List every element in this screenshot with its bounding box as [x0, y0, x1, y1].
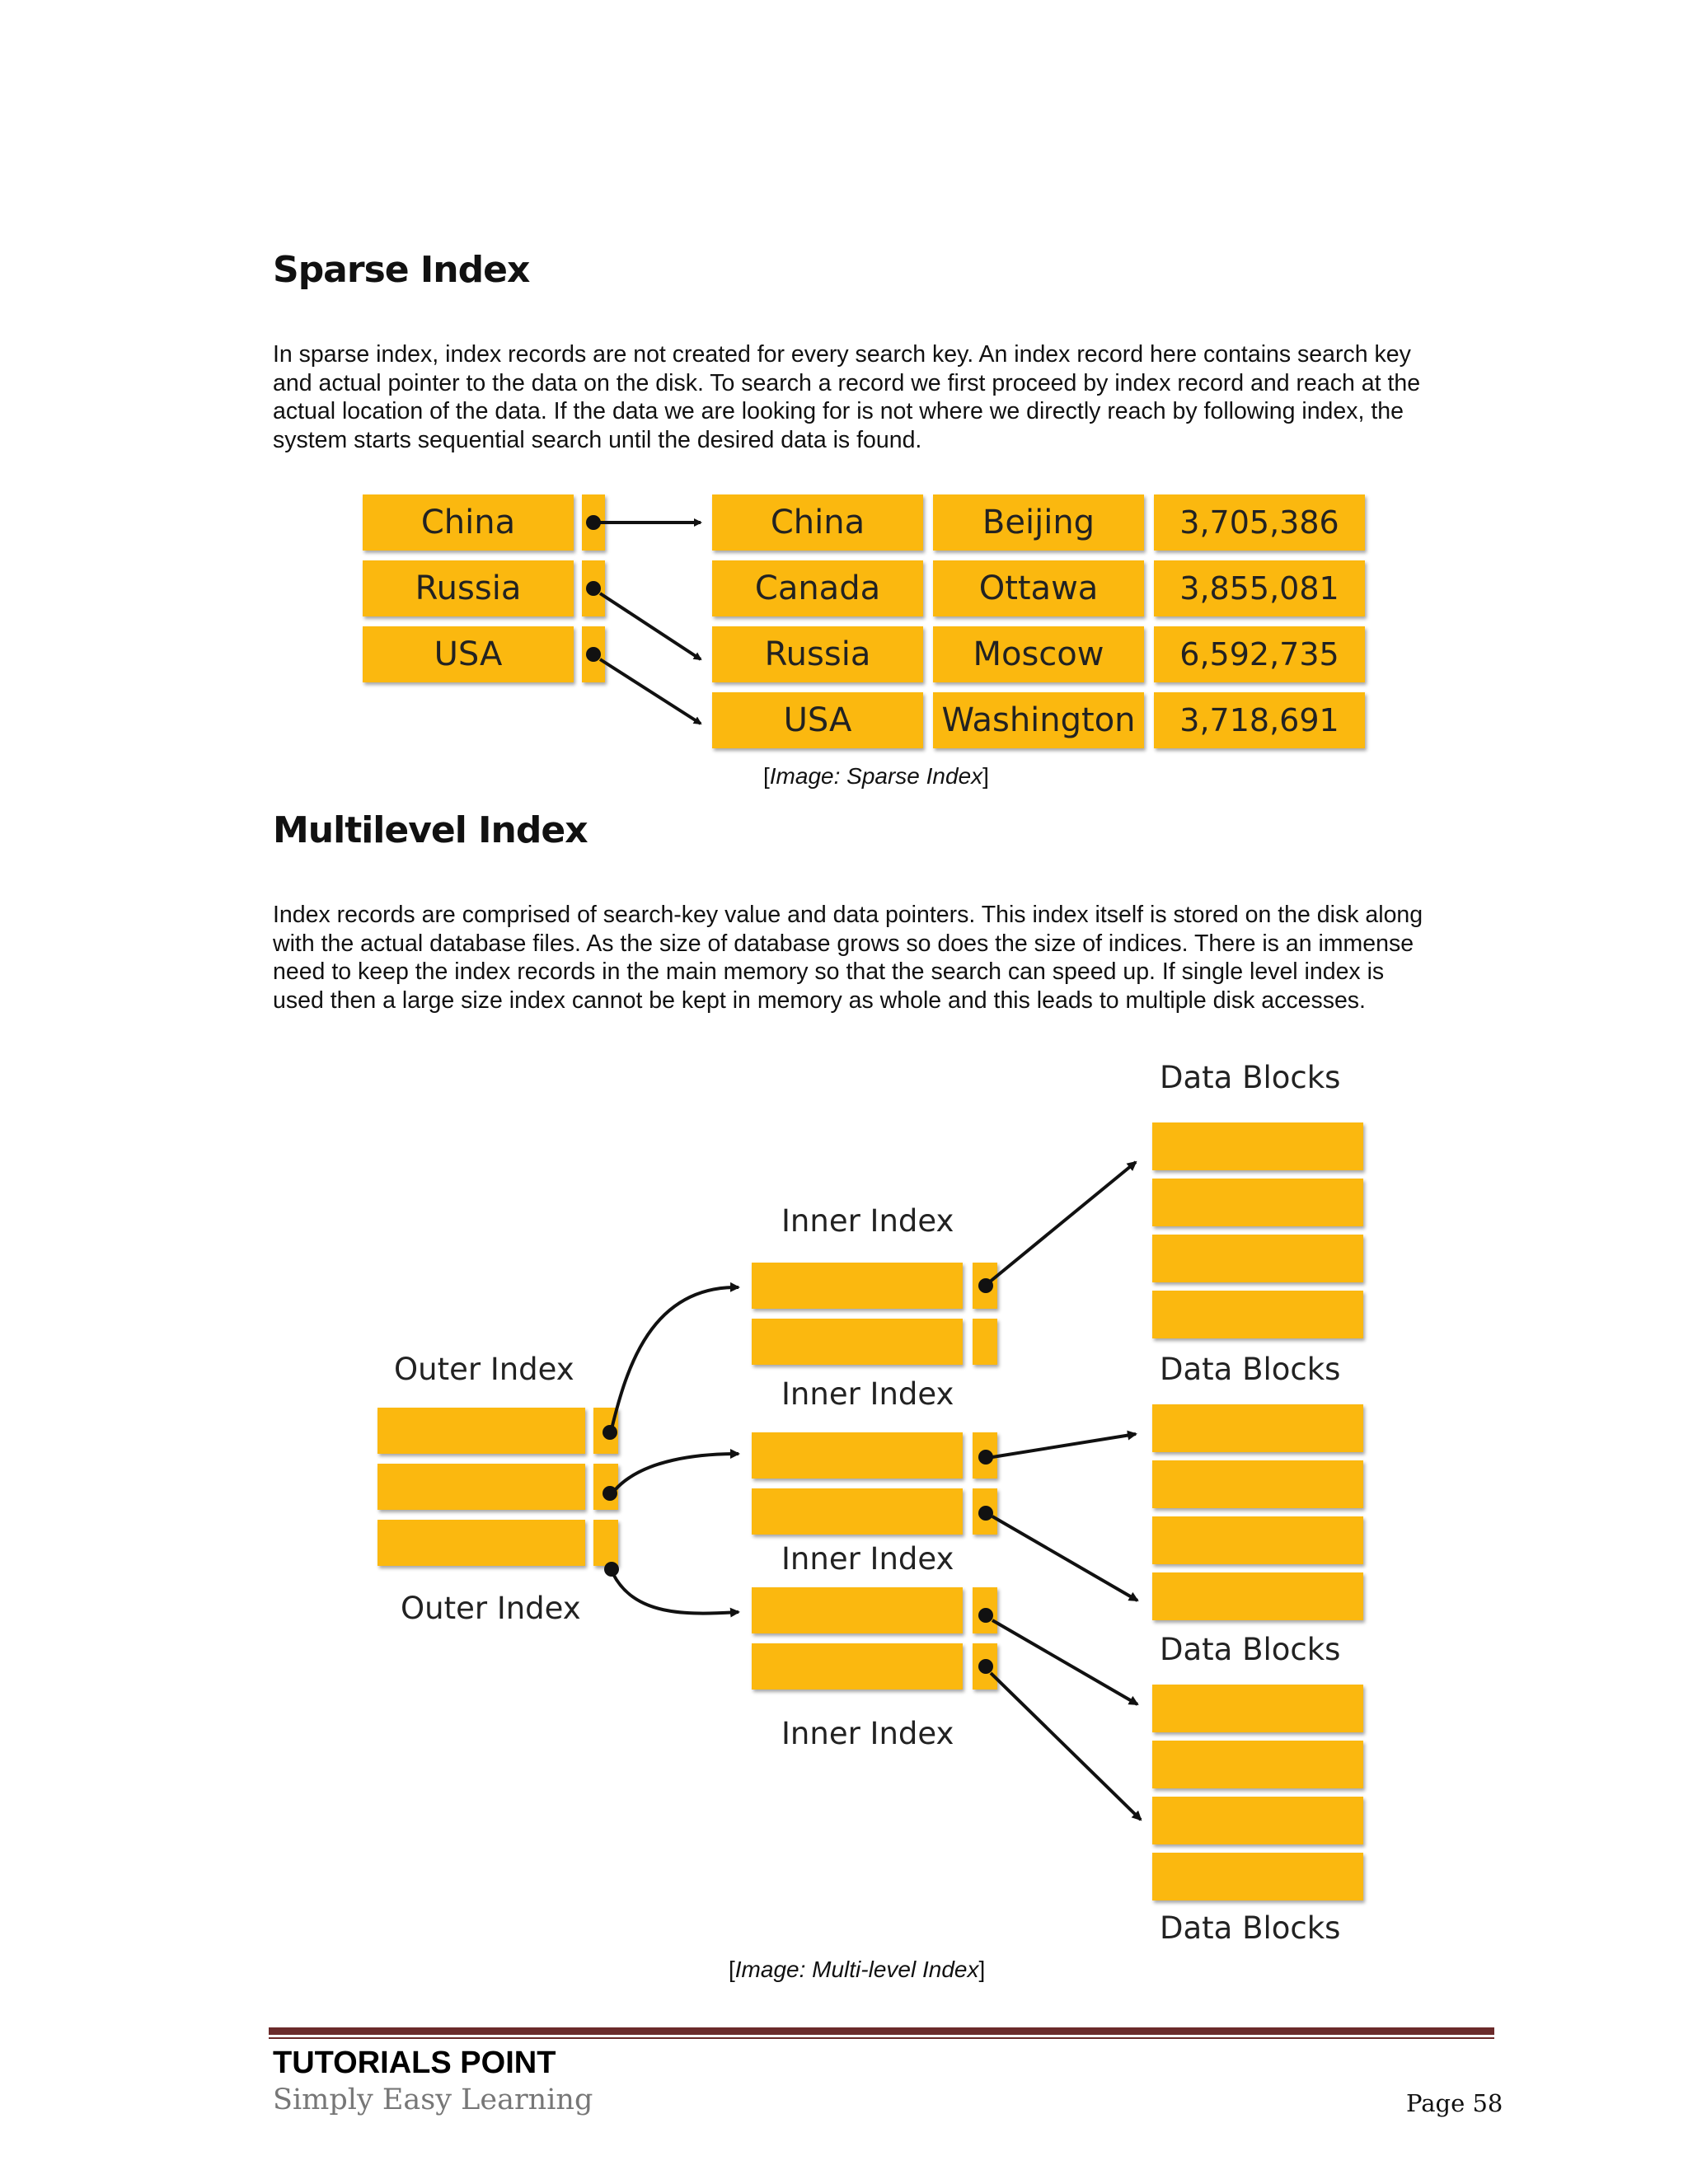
pointer-arrows	[0, 0, 1688, 791]
pointer-arrow	[989, 1162, 1136, 1282]
outer-index-label: Outer Index	[394, 1352, 574, 1387]
caption-bracket: [	[729, 1957, 735, 1982]
pointer-dot	[603, 1425, 617, 1440]
caption-bracket: ]	[978, 1957, 986, 1982]
section-heading-multilevel-index: Multilevel Index	[273, 809, 588, 851]
data-blocks-label: Data Blocks	[1160, 1632, 1341, 1667]
footer-brand: TUTORIALS POINT	[273, 2046, 556, 2080]
index-key-cell: China	[363, 494, 574, 551]
table-cell-population: 3,718,691	[1154, 692, 1365, 748]
pointer-arrow	[992, 1516, 1137, 1601]
paragraph-line: and actual pointer to the data on the disk. To search a record we first proceed by index record and reach at the	[273, 369, 1421, 396]
index-key-cell: USA	[363, 626, 574, 682]
pointer-dot	[586, 647, 601, 662]
pointer-arrow	[615, 1454, 738, 1490]
pointer-arrow	[613, 1574, 738, 1614]
caption-text: Image: Multi-level Index	[734, 1957, 979, 1982]
pointer-dot	[586, 515, 601, 530]
multilevel-arrows	[0, 1038, 1688, 1961]
table-cell-capital: Washington	[933, 692, 1144, 748]
data-blocks-label: Data Blocks	[1160, 1910, 1341, 1946]
pointer-arrow	[612, 1287, 738, 1429]
paragraph-line: used then a large size index cannot be kept in memory as whole and this leads to multiple disk accesses.	[273, 987, 1366, 1014]
page-number: Page 58	[1406, 2089, 1503, 2117]
inner-index-label: Inner Index	[781, 1203, 954, 1239]
index-key-cell: Russia	[363, 560, 574, 616]
pointer-dot	[978, 1608, 993, 1623]
multilevel-index-caption	[729, 1957, 985, 1983]
pointer-arrow	[992, 1620, 1137, 1704]
paragraph-line: In sparse index, index records are not created for every search key. An index record here contains search key	[273, 341, 1411, 368]
table-cell-capital: Ottawa	[933, 560, 1144, 616]
caption-text: Image: Sparse Index	[769, 763, 983, 789]
table-cell-country: USA	[712, 692, 923, 748]
pointer-dot	[978, 1506, 993, 1521]
sparse-index-figure	[0, 0, 1688, 791]
paragraph-line: actual location of the data. If the data we are looking for is not where we directly reach by following index, the	[273, 398, 1404, 424]
footer-tagline: Simply Easy Learning	[273, 2083, 593, 2116]
table-cell-capital: Moscow	[933, 626, 1144, 682]
inner-index-label: Inner Index	[781, 1541, 954, 1577]
section-heading-sparse-index: Sparse Index	[273, 249, 530, 291]
pointer-dot	[586, 581, 601, 596]
table-cell-country: Russia	[712, 626, 923, 682]
pointer-dot	[978, 1450, 993, 1465]
table-cell-population: 3,705,386	[1154, 494, 1365, 551]
pointer-arrow	[992, 1434, 1136, 1457]
caption-bracket: [	[763, 763, 770, 789]
outer-index-label: Outer Index	[401, 1591, 581, 1626]
footer-rule	[269, 2027, 1494, 2035]
table-cell-country: Canada	[712, 560, 923, 616]
footer-rule-thin	[269, 2037, 1494, 2039]
paragraph-line: system starts sequential search until the desired data is found.	[273, 426, 922, 453]
table-cell-population: 3,855,081	[1154, 560, 1365, 616]
inner-index-label: Inner Index	[781, 1716, 954, 1751]
multilevel-index-figure	[0, 1038, 1688, 1961]
table-cell-capital: Beijing	[933, 494, 1144, 551]
sparse-index-caption	[763, 763, 989, 790]
inner-index-label: Inner Index	[781, 1376, 954, 1412]
table-cell-population: 6,592,735	[1154, 626, 1365, 682]
pointer-arrow	[600, 593, 701, 659]
data-blocks-label: Data Blocks	[1160, 1352, 1341, 1387]
caption-bracket: ]	[982, 763, 989, 789]
data-blocks-label: Data Blocks	[1160, 1060, 1341, 1095]
pointer-dot	[978, 1659, 993, 1674]
paragraph-line: with the actual database files. As the size of database grows so does the size of indices. There is an immense	[273, 930, 1414, 957]
paragraph-line: Index records are comprised of search-key value and data pointers. This index itself is stored on the disk along	[273, 902, 1423, 928]
table-cell-country: China	[712, 494, 923, 551]
pointer-arrow	[600, 659, 701, 724]
paragraph-line: need to keep the index records in the main memory so that the search can speed up. If single level index is	[273, 958, 1385, 985]
pointer-dot	[604, 1562, 619, 1577]
multilevel-index-paragraph	[273, 901, 1501, 1015]
